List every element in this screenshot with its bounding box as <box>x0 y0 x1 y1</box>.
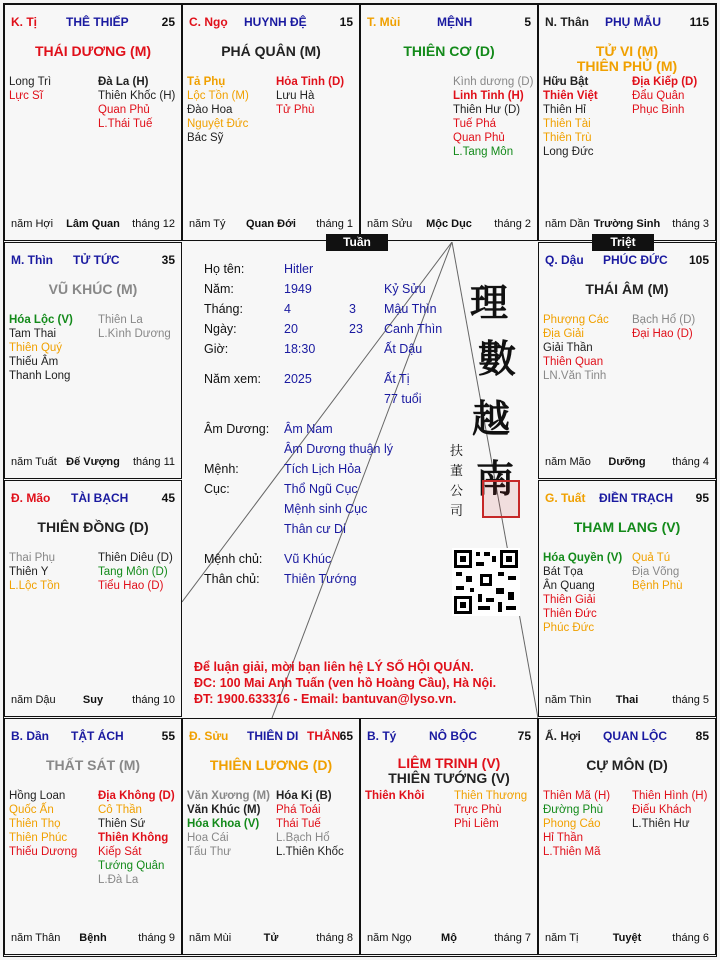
palace-ty <box>360 718 538 955</box>
month-label: tháng 6 <box>672 932 709 944</box>
star: Thiên Phúc <box>9 832 68 844</box>
star: Tam Thai <box>9 328 57 340</box>
qr-code-icon[interactable] <box>452 548 520 616</box>
hour-can: Ất Dậu <box>384 342 423 356</box>
star: Hóa Quyền (V) <box>543 552 623 564</box>
center-panel <box>182 242 538 718</box>
star: Phục Binh <box>632 104 685 116</box>
star: L.Lộc Tồn <box>9 580 60 592</box>
amduong-value: Âm Nam <box>284 422 333 436</box>
palace-name: PHỤ MẪU <box>605 15 661 29</box>
palace-name: THÊ THIẾP <box>66 15 129 29</box>
stage-label: Suy <box>82 694 104 706</box>
star: Tả Phụ <box>187 76 226 88</box>
star: Bác Sỹ <box>187 132 224 144</box>
palace-name: PHÚC ĐỨC <box>603 253 668 267</box>
star: Hồng Loan <box>9 790 66 802</box>
branch-label: Q. Dậu <box>545 253 584 267</box>
star: Tử Phù <box>276 104 315 116</box>
star: Phúc Đức <box>543 622 595 634</box>
star: Thiên Việt <box>543 90 598 102</box>
star: Bệnh Phù <box>632 580 683 592</box>
seal-char: 司 <box>450 504 464 519</box>
star: Điếu Khách <box>632 804 692 816</box>
amduong-value-2: Âm Dương thuận lý <box>284 442 393 456</box>
month-label: tháng 1 <box>316 218 353 230</box>
seal-stamp-icon <box>482 480 520 518</box>
age-value: 77 tuổi <box>384 392 422 406</box>
star: Hóa Khoa (V) <box>187 818 260 830</box>
star: Tuế Phá <box>453 118 497 130</box>
stage-label: Lâm Quan <box>66 218 120 230</box>
stage-label: Đế Vượng <box>66 456 120 468</box>
seal-small <box>450 442 463 522</box>
star: Tấu Thư <box>187 846 231 858</box>
star: Thiên Khốc (H) <box>98 90 176 102</box>
stage-label: Tuyệt <box>612 932 642 944</box>
palace-suu <box>182 718 360 955</box>
main-star: THÁI DƯƠNG (M) <box>34 43 152 59</box>
day-can: Canh Thìn <box>384 322 443 336</box>
branch-label: K. Tị <box>11 15 37 29</box>
star: Đại Hao (D) <box>632 328 693 340</box>
palace-name: QUAN LỘC <box>603 729 667 743</box>
palace-age: 45 <box>161 491 175 505</box>
palace-dau <box>538 242 716 479</box>
palace-name: TÀI BẠCH <box>71 491 129 505</box>
star: Cô Thần <box>98 804 142 816</box>
palace-age: 95 <box>695 491 709 505</box>
star: L.Tang Môn <box>453 146 514 158</box>
branch-label: M. Thìn <box>11 253 53 267</box>
palace-age: 25 <box>161 15 175 29</box>
branch-label: N. Thân <box>545 15 589 29</box>
calligraphy-char: 理 <box>470 280 509 325</box>
star: L.Thiên Mã <box>543 846 601 858</box>
day-lunar: 23 <box>349 322 363 336</box>
main-star: PHÁ QUÂN (M) <box>221 43 321 59</box>
star: Ân Quang <box>543 580 595 592</box>
month-label: tháng 3 <box>672 218 709 230</box>
name-label: Họ tên: <box>204 262 245 276</box>
palace-name: TỬ TỨC <box>73 253 120 267</box>
year-label: năm Sửu <box>367 218 413 230</box>
star: Thái Tuế <box>276 818 321 830</box>
calligraphy-char: 越 <box>472 396 511 441</box>
star: Hữu Bật <box>543 76 589 88</box>
palace-name: TẬT ÁCH <box>71 729 124 743</box>
menhchu-label: Mệnh chủ: <box>204 552 263 566</box>
month-label: tháng 12 <box>132 218 175 230</box>
main-star: CỰ MÔN (D) <box>586 757 668 773</box>
contact-line: Để luận giải, mời bạn liên hệ LÝ SỐ HỘI QUÁN. <box>194 660 474 674</box>
stage-label: Tử <box>263 932 279 944</box>
name-value: Hitler <box>284 262 314 276</box>
star: Quan Phủ <box>98 104 150 116</box>
palace-name: THIÊN DI <box>247 729 299 743</box>
star: Tướng Quân <box>98 860 165 872</box>
hour-label: Giờ: <box>204 342 229 356</box>
year-label: năm Tý <box>189 218 226 230</box>
cuc-value: Thổ Ngũ Cục <box>284 482 358 496</box>
day-label: Ngày: <box>204 322 237 336</box>
star: Thiên Trù <box>543 132 592 144</box>
month-can: Mậu Thìn <box>384 302 437 316</box>
star: Thiên Y <box>9 566 49 578</box>
star: Hóa Lộc (V) <box>9 314 73 326</box>
main-star: TỬ VI (M) <box>595 43 659 59</box>
palace-ti <box>4 4 182 241</box>
month-label: tháng 11 <box>132 456 175 468</box>
star: Địa Võng <box>632 566 680 578</box>
star: Quan Phủ <box>453 132 505 144</box>
star: Phượng Các <box>543 314 609 326</box>
cuc-value-2: Mệnh sinh Cục <box>284 502 368 516</box>
star: Thiên Đức <box>543 608 597 620</box>
calligraphy-char: 南 <box>476 456 515 501</box>
main-star: THIÊN CƠ (D) <box>403 43 495 59</box>
year-label: năm Thìn <box>545 694 592 706</box>
star: Thiên Hỉ <box>543 104 586 116</box>
month-label: tháng 4 <box>672 456 709 468</box>
star: Đà La (H) <box>98 76 149 88</box>
star: Bạch Hổ (D) <box>632 314 696 326</box>
thanchu-value: Thiên Tướng <box>284 572 357 586</box>
star: Thiên Hư (D) <box>453 104 521 116</box>
palace-age: 75 <box>517 729 531 743</box>
star: Lưu Hà <box>276 90 315 102</box>
star: Quốc Ấn <box>9 804 54 816</box>
star: Thiên Thương <box>454 790 528 802</box>
view-year-value: 2025 <box>284 372 312 386</box>
year-value: 1949 <box>284 282 312 296</box>
palace-hoi <box>538 718 716 955</box>
star: Địa Giải <box>543 328 584 340</box>
stage-label: Thai <box>615 694 639 706</box>
year-label: năm Ngọ <box>367 932 412 944</box>
month-label: tháng 2 <box>494 218 531 230</box>
star: Hỉ Thần <box>543 832 584 844</box>
seal-char: 公 <box>450 484 464 499</box>
star: L.Đà La <box>98 874 139 886</box>
star: Thiên Diêu (D) <box>98 552 173 564</box>
star: Văn Khúc (M) <box>187 804 261 816</box>
thanchu-label: Thân chủ: <box>204 572 260 586</box>
cuc-label: Cục: <box>204 482 230 496</box>
star: Thiên Quan <box>543 356 604 368</box>
star: L.Thiên Hư <box>632 818 690 830</box>
palace-name: HUYNH ĐỆ <box>244 15 307 29</box>
star: LN.Văn Tinh <box>543 370 607 382</box>
palace-age: 15 <box>339 15 353 29</box>
star: Hóa Kị (B) <box>276 790 332 802</box>
palace-age: 5 <box>524 15 531 29</box>
menhchu-value: Vũ Khúc <box>284 552 332 566</box>
star: Linh Tinh (H) <box>453 90 524 102</box>
contact-address: ĐC: 100 Mai Anh Tuấn (ven hồ Hoàng Cầu), Hà Nội. <box>194 676 497 690</box>
month-label: tháng 5 <box>672 694 709 706</box>
main-star: THÁI ÂM (M) <box>585 281 669 297</box>
star: L.Thái Tuế <box>98 118 153 130</box>
star: Giải Thần <box>543 342 593 354</box>
amduong-label: Âm Dương: <box>204 422 270 436</box>
palace-thin <box>4 242 182 479</box>
stage-label: Mộc Dục <box>426 218 472 230</box>
palace-age: 35 <box>161 253 175 267</box>
stage-label: Trường Sinh <box>593 218 661 230</box>
branch-label: G. Tuất <box>545 491 586 505</box>
star: Long Đức <box>543 146 594 158</box>
main-star: THIÊN TƯỚNG (V) <box>388 770 510 786</box>
palace-age: 85 <box>695 729 709 743</box>
star: Đường Phù <box>543 804 603 816</box>
palace-age: 105 <box>688 253 709 267</box>
month-solar: 4 <box>284 302 291 316</box>
palace-tuat <box>538 480 716 717</box>
month-label: tháng 7 <box>494 932 531 944</box>
main-star: THIÊN LƯƠNG (D) <box>209 757 333 773</box>
star: Đẩu Quân <box>632 90 685 102</box>
star: Lộc Tồn (M) <box>187 90 249 102</box>
star: Thiên Thọ <box>9 818 61 830</box>
hour-value: 18:30 <box>284 342 316 356</box>
palace-dan <box>4 718 182 955</box>
year-can: Kỷ Sửu <box>384 282 426 296</box>
star: Hoa Cái <box>187 832 229 844</box>
seal-char: 董 <box>450 464 464 479</box>
star: Kình dương (D) <box>453 76 534 88</box>
star: Long Trì <box>9 76 52 88</box>
branch-label: B. Dần <box>11 729 50 743</box>
palace-mui <box>360 4 538 241</box>
calligraphy-char: 數 <box>478 336 517 381</box>
branch-label: Ấ. Hợi <box>545 729 581 743</box>
star: Thiếu Dương <box>9 846 78 858</box>
star: Thiên Không <box>98 832 169 844</box>
palace-name: ĐIỀN TRẠCH <box>599 491 673 505</box>
view-year-label: Năm xem: <box>204 372 261 386</box>
branch-label: T. Mùi <box>367 15 401 29</box>
contact-phone-email: ĐT: 1900.633316 - Email: bantuvan@lyso.vn. <box>194 692 457 706</box>
palace-mao <box>4 480 182 717</box>
year-label: năm Mùi <box>189 932 232 944</box>
day-solar: 20 <box>284 322 298 336</box>
year-label: năm Tị <box>545 932 579 944</box>
month-label: Tháng: <box>204 302 243 316</box>
star: Tang Môn (D) <box>98 566 168 578</box>
menh-value: Tích Lịch Hỏa <box>284 462 362 476</box>
branch-label: Đ. Mão <box>11 491 51 505</box>
tuan-badge: Tuần <box>326 234 388 251</box>
main-star: LIÊM TRINH (V) <box>397 755 501 771</box>
star: L.Kình Dương <box>98 328 171 340</box>
year-label: năm Dần <box>545 218 590 230</box>
star: Thiên Hình (H) <box>632 790 708 802</box>
star: Thiên Mã (H) <box>543 790 611 802</box>
star: Lực Sĩ <box>9 90 43 102</box>
star: Thiên Tài <box>543 118 591 130</box>
stage-label: Quan Đới <box>246 218 296 230</box>
main-star: THIÊN PHỦ (M) <box>576 58 678 74</box>
star: Kiếp Sát <box>98 846 142 858</box>
star: Phá Toái <box>276 804 321 816</box>
branch-label: Đ. Sửu <box>189 729 229 743</box>
main-star: THẤT SÁT (M) <box>45 757 141 773</box>
palace-ngo <box>182 4 360 241</box>
view-year-can: Ất Tị <box>384 372 410 386</box>
star: Thiên Khôi <box>365 790 425 802</box>
star: Địa Không (D) <box>98 790 175 802</box>
month-label: tháng 10 <box>132 694 175 706</box>
star: Bát Tọa <box>543 566 584 578</box>
stage-label: Dưỡng <box>608 456 646 468</box>
month-lunar: 3 <box>349 302 356 316</box>
star: Đào Hoa <box>187 104 233 116</box>
triet-badge: Triệt <box>592 234 654 251</box>
star: Thiếu Âm <box>9 356 59 368</box>
year-label: năm Mão <box>545 456 591 468</box>
star: Thiên Quý <box>9 342 63 354</box>
branch-label: B. Tý <box>367 729 397 743</box>
star: Địa Kiếp (D) <box>632 76 698 88</box>
star: Văn Xương (M) <box>187 790 270 802</box>
star: Thanh Long <box>9 370 71 382</box>
star: Quả Tú <box>632 552 671 564</box>
star: Nguyệt Đức <box>187 118 249 130</box>
year-label: năm Hợi <box>11 218 54 230</box>
star: Phi Liêm <box>454 818 499 830</box>
stage-label: Mộ <box>441 932 457 944</box>
palace-name: NÔ BỘC <box>429 729 477 743</box>
star: Phong Cáo <box>543 818 601 830</box>
palace-name: MỆNH <box>437 15 473 29</box>
star: Tiểu Hao (D) <box>98 580 164 592</box>
main-star: THAM LANG (V) <box>573 519 681 535</box>
than-marker: THÂN <box>307 729 341 743</box>
palace-age: 55 <box>161 729 175 743</box>
year-label: Năm: <box>204 282 234 296</box>
stage-label: Bệnh <box>79 932 107 944</box>
star: L.Thiên Khốc <box>276 846 344 858</box>
month-label: tháng 9 <box>138 932 175 944</box>
star: Hỏa Tinh (D) <box>276 76 345 88</box>
star: Thai Phụ <box>9 552 56 564</box>
star: L.Bạch Hổ <box>276 832 330 844</box>
menh-label: Mệnh: <box>204 462 239 476</box>
branch-label: C. Ngọ <box>189 15 228 29</box>
year-label: năm Tuất <box>11 456 57 468</box>
star: Trực Phù <box>454 804 502 816</box>
star: Thiên Giải <box>543 594 596 606</box>
palace-than <box>538 4 716 241</box>
seal-char: 扶 <box>450 444 464 459</box>
star: Thiên Sứ <box>98 818 146 830</box>
star: Thiên La <box>98 314 143 326</box>
cuc-value-3: Thân cư Di <box>284 522 346 536</box>
main-star: THIÊN ĐỒNG (D) <box>37 519 149 535</box>
month-label: tháng 8 <box>316 932 353 944</box>
year-label: năm Thân <box>11 932 61 944</box>
palace-age: 65 <box>339 729 353 743</box>
main-star: VŨ KHÚC (M) <box>48 281 138 297</box>
year-label: năm Dậu <box>11 694 56 706</box>
palace-age: 115 <box>689 15 709 29</box>
